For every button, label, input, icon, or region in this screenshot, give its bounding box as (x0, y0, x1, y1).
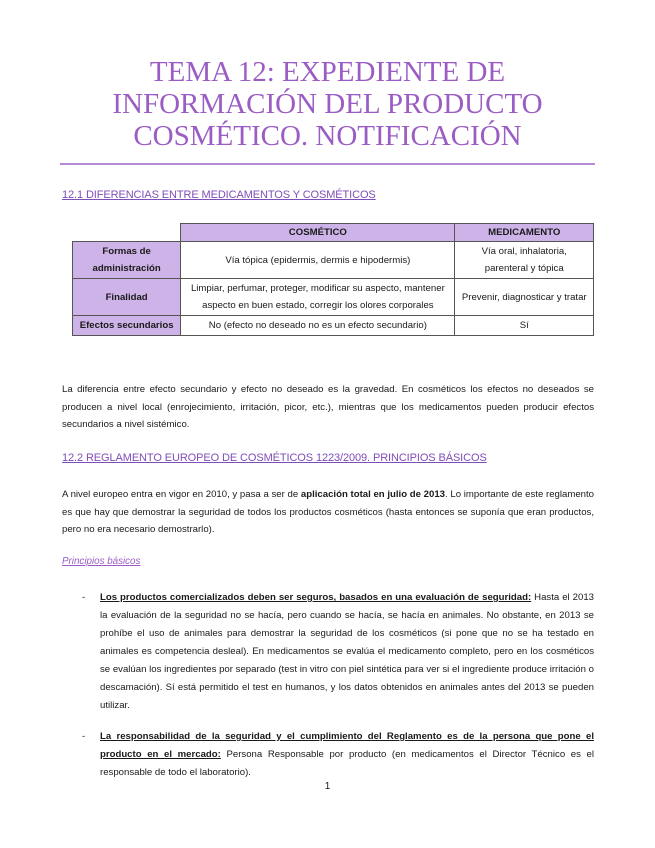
page-number: 1 (324, 781, 331, 792)
paragraph-regulation (62, 486, 594, 539)
paragraph-text: A nivel europeo entra en vigor en 2010, y pasa a ser de (62, 489, 301, 500)
table-cell-cosmetico: Limpiar, perfumar, proteger, modificar su aspecto, mantener aspecto en buen estado, corregir los olores corporales (181, 279, 455, 316)
table-row (73, 242, 594, 279)
list-item (62, 589, 594, 715)
bullet-body: Hasta el 2013 la evaluación de la seguridad no se hacía, pero cuando se hacía, se hacía en animales. No obstante, en 2013 se prohíbe el uso de animales para demostrar la seguridad de los cosméticos (si pone que no se ha testado en animales es competencia desleal). En medicamentos se evalúa el medicamento completo, pero en los cosméticos se evalúan los ingredientes por separado (test in vitro con piel sintética para ver si el ingrediente produce irritación o descamación). Sí está permitido el test en humanos, y los datos obtenidos en animales antes del 2013 se pueden utilizar. (100, 592, 594, 711)
table-row (73, 279, 594, 316)
table-cell-medicamento: Prevenir, diagnosticar y tratar (455, 279, 594, 316)
bullet-text (100, 589, 594, 715)
table-row (73, 316, 594, 336)
table-header-row (73, 224, 594, 242)
title-line: TEMA 12: EXPEDIENTE DE (149, 56, 506, 88)
table-cell-medicamento: Vía oral, inhalatoria, parenteral y tópica (455, 242, 594, 279)
table-header-cosmetico: COSMÉTICO (181, 224, 455, 242)
bullet-text (100, 728, 594, 782)
paragraph-bold-text: aplicación total en julio de 2013 (300, 489, 446, 500)
table-cell-cosmetico: Vía tópica (epidermis, dermis e hipodermis) (181, 242, 455, 279)
table-header-medicamento: MEDICAMENTO (455, 224, 594, 242)
bullet-marker: - (82, 592, 86, 603)
bullet-lead: Los productos comercializados deben ser seguros, basados en una evaluación de seguridad: (100, 592, 532, 603)
document-title (60, 56, 595, 152)
title-divider (60, 163, 595, 165)
list-item (62, 728, 594, 782)
comparison-table (72, 223, 594, 336)
table-cell-cosmetico: No (efecto no deseado no es un efecto secundario) (181, 316, 455, 336)
table-row-label: Efectos secundarios (73, 316, 181, 336)
bullet-body: Persona Responsable por producto (en medicamentos el Director Técnico es el responsable de todo el laboratorio). (100, 749, 595, 778)
bullet-lead: La responsabilidad de la seguridad y el cumplimiento del Reglamento es de la persona que pone el producto en el mercado: (100, 731, 594, 760)
table-cell-medicamento: Sí (455, 316, 594, 336)
paragraph-text: . Lo importante de este reglamento es que hay que demostrar la seguridad de todos los productos cosméticos (hasta entonces se suponía que eran productos, pero no era necesario demostrarlo). (62, 489, 595, 535)
table-corner-cell (73, 224, 181, 242)
principles-heading: Principios básicos (62, 556, 141, 567)
section-heading-12-1: 12.1 DIFERENCIAS ENTRE MEDICAMENTOS Y COSMÉTICOS (62, 189, 376, 201)
title-line: COSMÉTICO. NOTIFICACIÓN (133, 120, 522, 152)
section-heading-12-2: 12.2 REGLAMENTO EUROPEO DE COSMÉTICOS 1223/2009. PRINCIPIOS BÁSICOS (62, 452, 487, 464)
paragraph-effects: La diferencia entre efecto secundario y efecto no deseado es la gravedad. En cosméticos los efectos no deseados se producen a nivel local (enrojecimiento, irritación, picor, etc.), mientras que los medicamentos pueden producir efectos secundarios a nivel sistémico. (62, 384, 594, 430)
table-row-label: Formas de administración (73, 242, 181, 279)
title-line: INFORMACIÓN DEL PRODUCTO (112, 88, 543, 120)
table-row-label: Finalidad (73, 279, 181, 316)
bullet-marker: - (82, 731, 86, 742)
